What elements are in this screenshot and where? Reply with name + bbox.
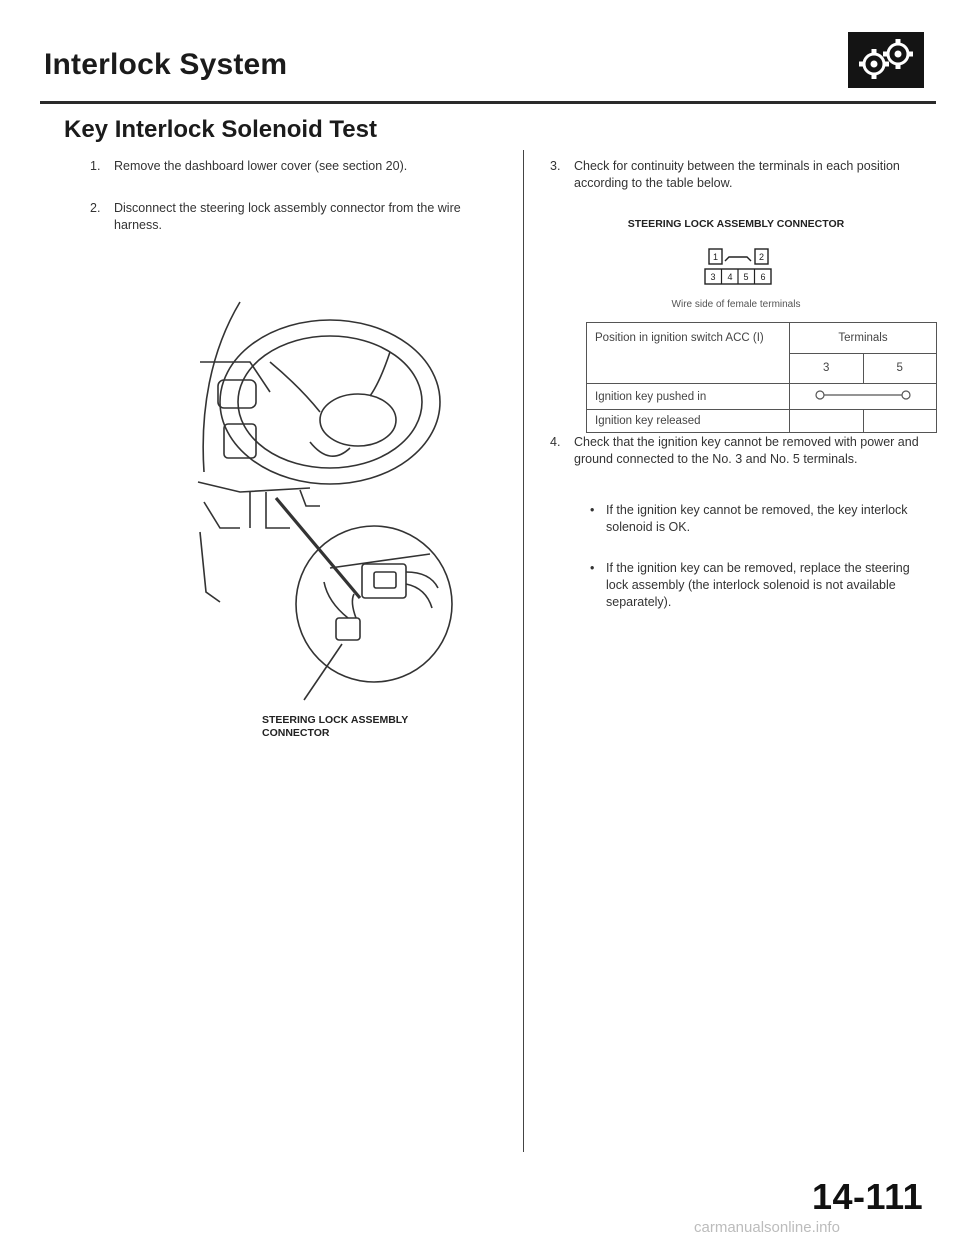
continuity-table [586, 322, 937, 433]
table-header-position: Position in ignition switch ACC (I) [587, 323, 790, 384]
bullet-item [590, 502, 920, 536]
connector-callout-label: STEERING LOCK ASSEMBLY CONNECTOR [262, 714, 409, 739]
bullet-text: If the ignition key cannot be removed, the key interlock solenoid is OK. [606, 503, 908, 534]
bullet-text: If the ignition key can be removed, replace the steering lock assembly (the interlock solenoid is not available separately). [606, 561, 910, 609]
step-4 [550, 434, 920, 468]
header-rule [40, 101, 936, 104]
step-text: Check for continuity between the terminals in each position according to the table below. [574, 159, 900, 190]
connector-pin-2: 2 [758, 252, 765, 262]
continuity-mark [790, 384, 937, 410]
column-divider [523, 150, 524, 1152]
step-2 [90, 200, 510, 234]
dashboard-illustration [180, 292, 480, 717]
terminal-number-3: 3 [790, 353, 864, 384]
connector-pin-5: 5 [743, 272, 749, 282]
step-number: 2. [90, 201, 101, 215]
empty-cell [790, 410, 864, 433]
step-text: Remove the dashboard lower cover (see section 20). [114, 159, 408, 173]
connector-pin-6: 6 [760, 272, 766, 282]
gears-icon [848, 32, 924, 88]
page-header-title: Interlock System [44, 48, 288, 81]
table-header-terminals: Terminals [790, 323, 937, 354]
step-number: 1. [90, 159, 101, 173]
bullet-item [590, 560, 920, 611]
watermark: carmanualsonline.info [694, 1219, 840, 1236]
connector-diagram [703, 247, 773, 296]
connector-caption: Wire side of female terminals [671, 299, 801, 310]
connector-pin-4: 4 [727, 272, 733, 282]
table-row [587, 384, 937, 410]
table-row [587, 410, 937, 433]
row-label: Ignition key released [587, 410, 790, 433]
continuity-line-icon [790, 384, 936, 406]
step-text: Disconnect the steering lock assembly connector from the wire harness. [114, 201, 461, 232]
section-title: Key Interlock Solenoid Test [64, 116, 377, 143]
step-3 [550, 158, 920, 192]
connector-title: STEERING LOCK ASSEMBLY CONNECTOR [627, 218, 845, 230]
page-number: 14-111 [812, 1176, 924, 1217]
step-1 [90, 158, 510, 175]
bullet-dot-icon: • [590, 561, 595, 575]
connector-pin-1: 1 [712, 252, 719, 262]
step-text: Check that the ignition key cannot be removed with power and ground connected to the No. 3 and No. 5 terminals. [574, 435, 919, 466]
row-label: Ignition key pushed in [587, 384, 790, 410]
empty-cell [863, 410, 937, 433]
step-number: 3. [550, 159, 561, 173]
terminal-number-5: 5 [863, 353, 937, 384]
connector-pin-3: 3 [710, 272, 716, 282]
bullet-dot-icon: • [590, 503, 595, 517]
step-number: 4. [550, 435, 561, 449]
